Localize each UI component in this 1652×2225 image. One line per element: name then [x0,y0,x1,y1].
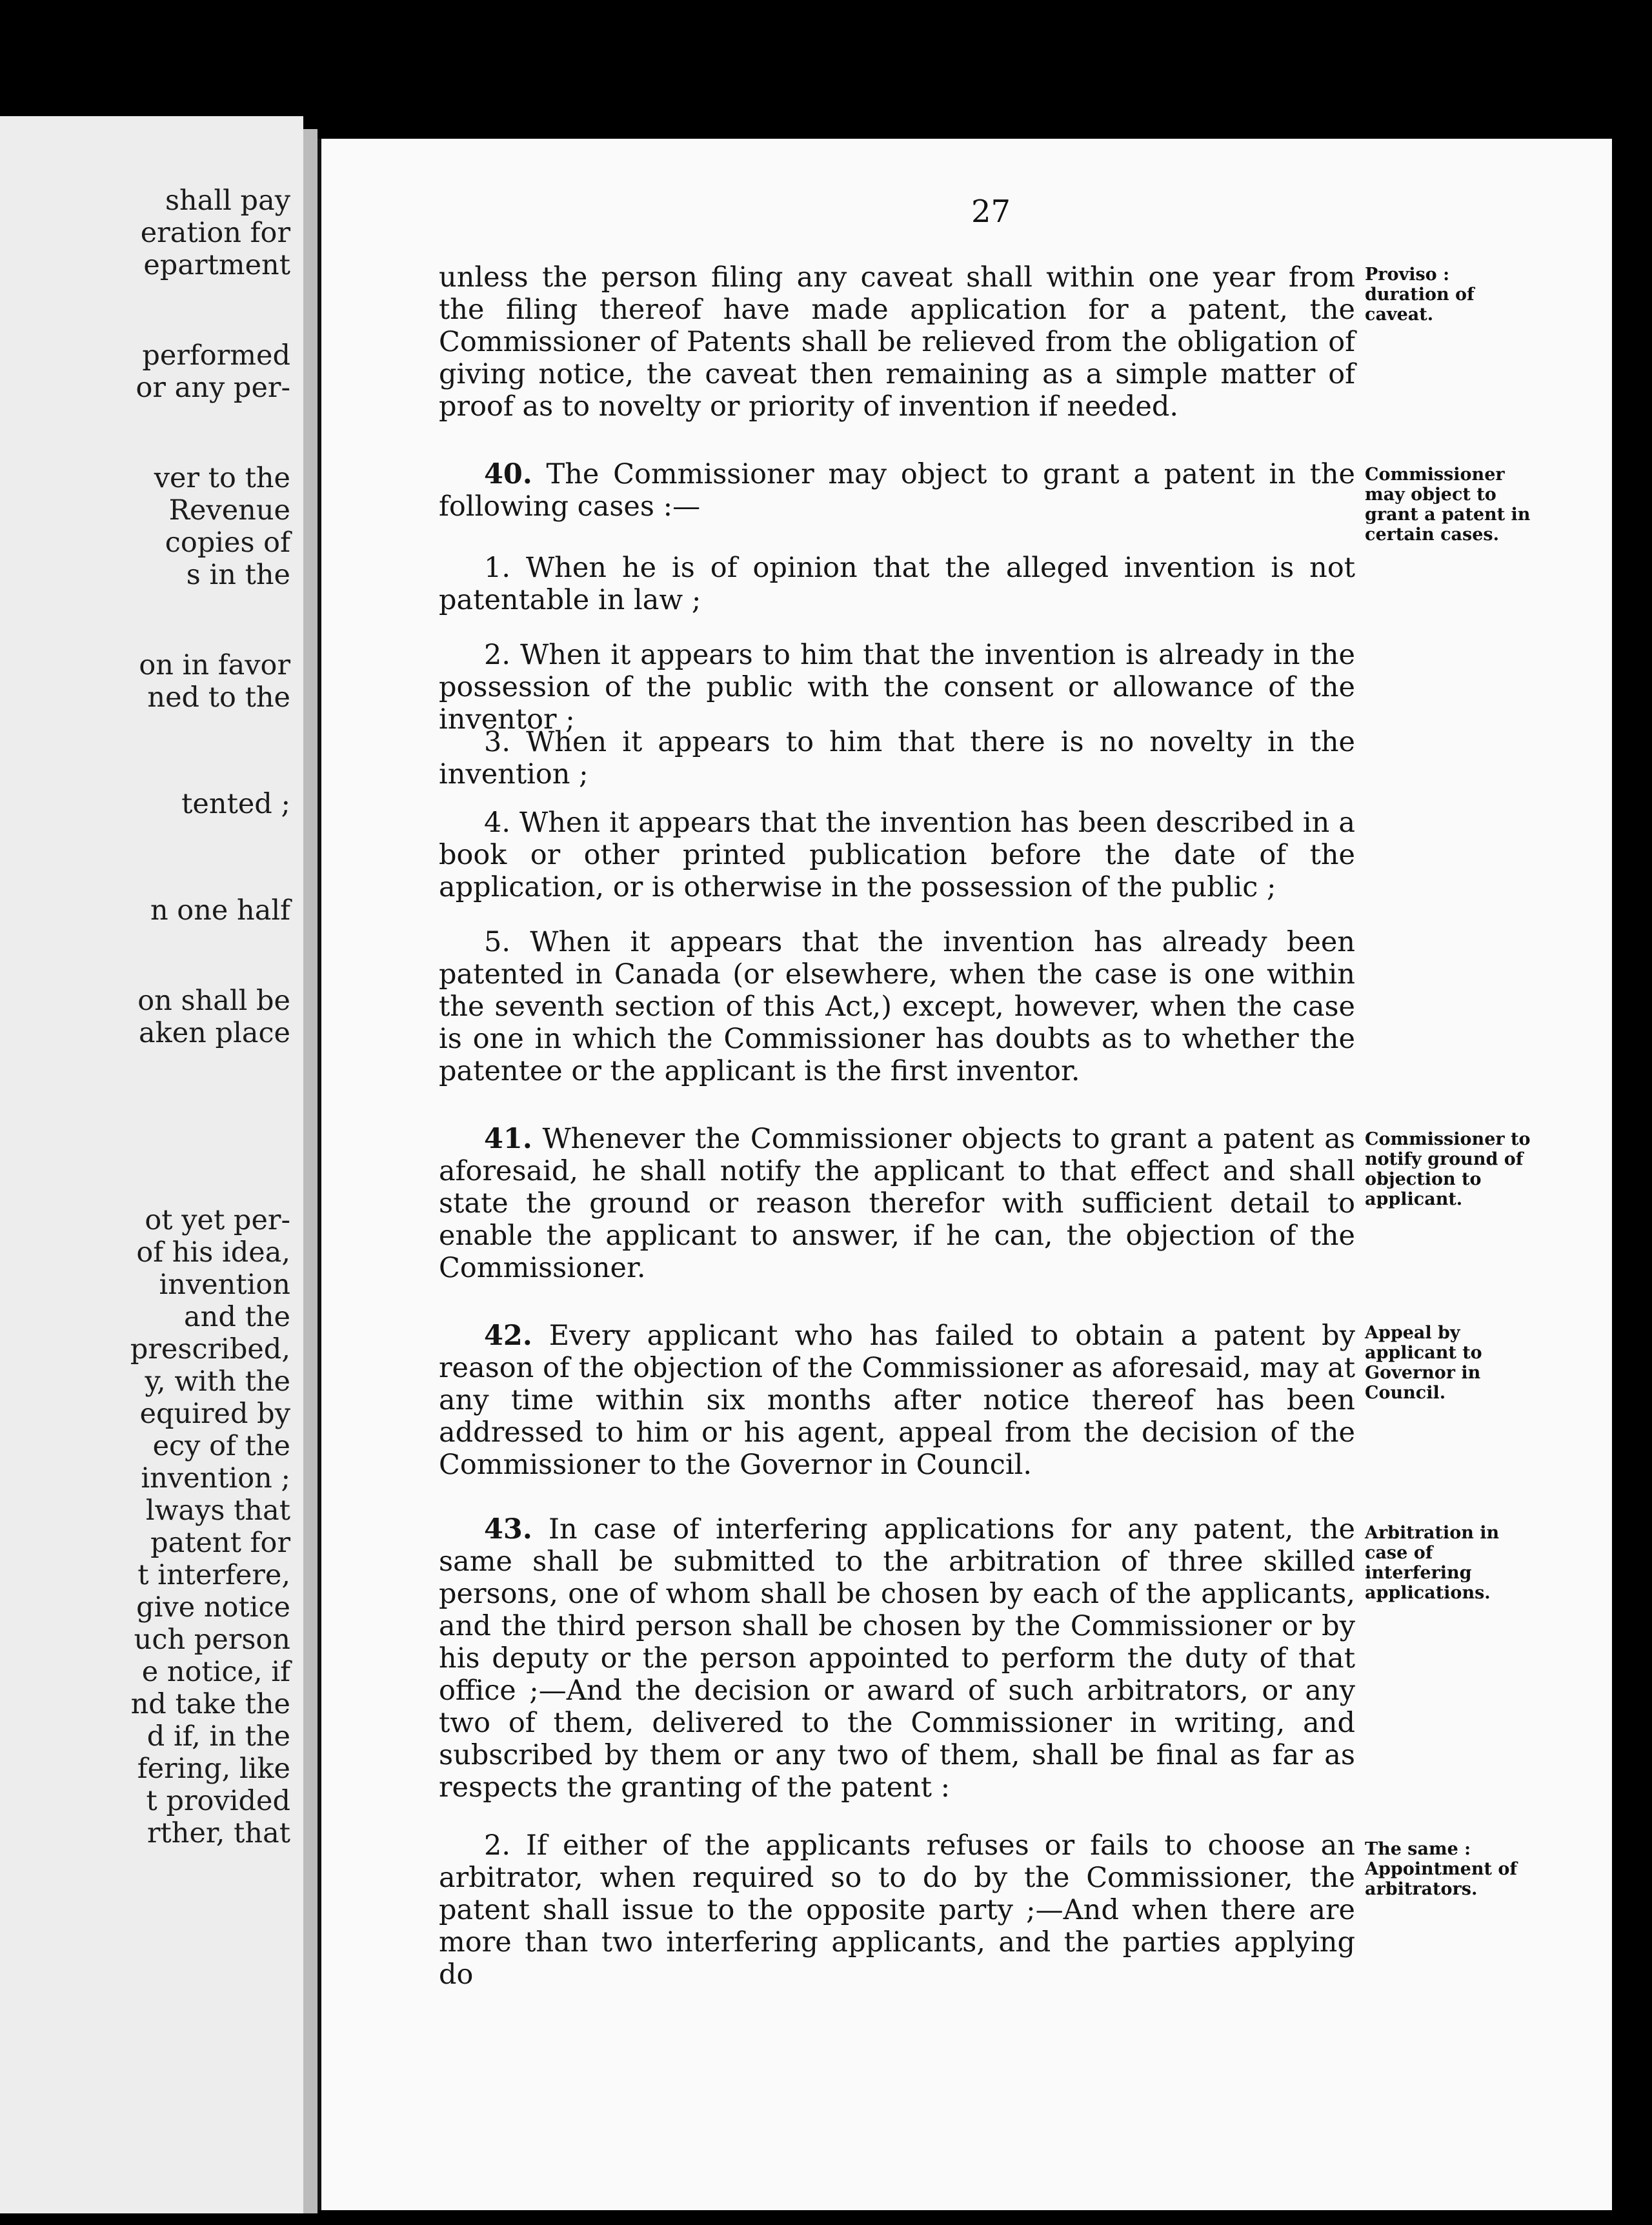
left-page-line: t interfere, [137,1559,290,1591]
margin-note-arbitrators: The same : Appointment of arbitrators. [1365,1839,1517,1899]
section-41 [439,1123,1355,1284]
section-40-item-3: 3. When it appears to him that there is no novelty in the invention ; [439,726,1355,790]
left-page-line: fering, like [137,1753,290,1785]
left-page-line: invention [159,1269,290,1301]
section-40-item-1: 1. When he is of opinion that the alleged invention is not patentable in law ; [439,552,1355,616]
left-page-line: aken place [139,1017,290,1049]
left-page-line: of his idea, [136,1236,290,1269]
left-page-line: Revenue [168,494,290,527]
left-page-fragment [0,116,303,2213]
left-page-line: copies of [165,527,290,559]
left-page-line: n one half [150,894,290,927]
left-page-line: equired by [139,1398,290,1430]
left-page-line: shall pay [165,185,290,217]
section-text: Whenever the Commissioner objects to grant a patent as aforesaid, he shall notify the applicant to that effect and shall state the ground or reason therefor with sufficient detail to enable the applicant to answer, if he can, the objection of the Commissioner. [439,1123,1355,1284]
left-page-line: or any per- [136,372,290,404]
margin-note-caveat: Proviso : duration of caveat. [1365,265,1475,325]
left-page-line: invention ; [141,1462,290,1495]
paragraph-caveat-proviso: unless the person filing any caveat shall within one year from the filing thereof have made application for a patent, the Commissioner of Patents shall be relieved from the obligation of giving notice, the caveat then remaining as a simple matter of proof as to novelty or priority of invention if needed. [439,261,1355,423]
left-page-line: ecy of the [152,1430,290,1462]
section-number: 43. [484,1513,532,1545]
left-page-line: nd take the [130,1688,290,1720]
left-page-line: eration for [140,217,290,249]
section-40-item-5: 5. When it appears that the invention has already been patented in Canada (or elsewhere, when the case is one within the seventh section of this Act,) except, however, when the case is one in which the Commissioner has doubts as to whether the patentee or the applicant is the first inventor. [439,926,1355,1087]
left-page-line: performed [142,339,290,372]
left-page-line: uch person [134,1624,290,1656]
section-40-item-2: 2. When it appears to him that the invention is already in the possession of the public with the consent or allowance of the inventor ; [439,639,1355,736]
left-page-line: rther, that [146,1817,290,1849]
section-text: The Commissioner may object to grant a patent in the following cases :— [439,458,1355,523]
left-page-line: on in favor [139,649,290,681]
left-page-line: y, with the [145,1365,290,1398]
section-text: In case of interfering applications for any patent, the same shall be submitted to the arbitration of three skilled persons, one of whom shall be chosen by each of the applicants, and the third person shall be chosen by the Commissioner or by his deputy or the person appointed to perform the duty of that office ;—And the decision or award of such arbitrators, or any two of them, delivered to the Commissioner in writing, and subscribed by them or any two of them, shall be final as far as respects the granting of the patent : [439,1513,1355,1804]
margin-note-section-40: Commissioner may object to grant a patent in certain cases. [1365,465,1531,545]
section-43-subsection-2: 2. If either of the applicants refuses or fails to choose an arbitrator, when required so to do by the Commissioner, the patent shall issue to the opposite party ;—And when there are more than two interfering applicants, and the parties applying do [439,1829,1355,1991]
left-page-line: lways that [145,1495,290,1527]
margin-note-section-41: Commissioner to notify ground of objection to applicant. [1365,1129,1531,1209]
section-42 [439,1320,1355,1481]
section-40-item-4: 4. When it appears that the invention has been described in a book or other printed publication before the date of the application, or is otherwise in the possession of the public ; [439,807,1355,903]
left-page-line: on shall be [137,985,290,1017]
left-page-line: give notice [136,1591,290,1624]
left-page-line: epartment [143,249,290,281]
left-page-line: prescribed, [130,1333,290,1365]
margin-note-section-43: Arbitration in case of interfering applications. [1365,1523,1500,1603]
page-number: 27 [971,194,1011,230]
margin-note-section-42: Appeal by applicant to Governor in Council. [1365,1323,1482,1403]
left-page-line: s in the [186,559,290,591]
left-page-line: d if, in the [146,1720,290,1753]
left-page-line: and the [184,1301,290,1333]
left-page-line: t provided [146,1785,290,1817]
section-text: Every applicant who has failed to obtain a patent by reason of the objection of the Commissioner as aforesaid, may at any time within six months after notice thereof has been addressed to him or his agent, appeal from the decision of the Commissioner to the Governor in Council. [439,1320,1355,1481]
left-page-line: tented ; [181,788,290,820]
section-number: 40. [484,458,532,490]
left-page-line: ned to the [147,681,290,714]
section-number: 41. [484,1123,532,1155]
left-page-line: patent for [150,1527,290,1559]
section-43 [439,1513,1355,1804]
left-page-line: e notice, if [141,1656,290,1688]
page-edge [303,129,317,2213]
left-page-line: ot yet per- [145,1204,290,1236]
section-number: 42. [484,1320,532,1352]
left-page-line: ver to the [154,462,290,494]
section-40 [439,458,1355,523]
